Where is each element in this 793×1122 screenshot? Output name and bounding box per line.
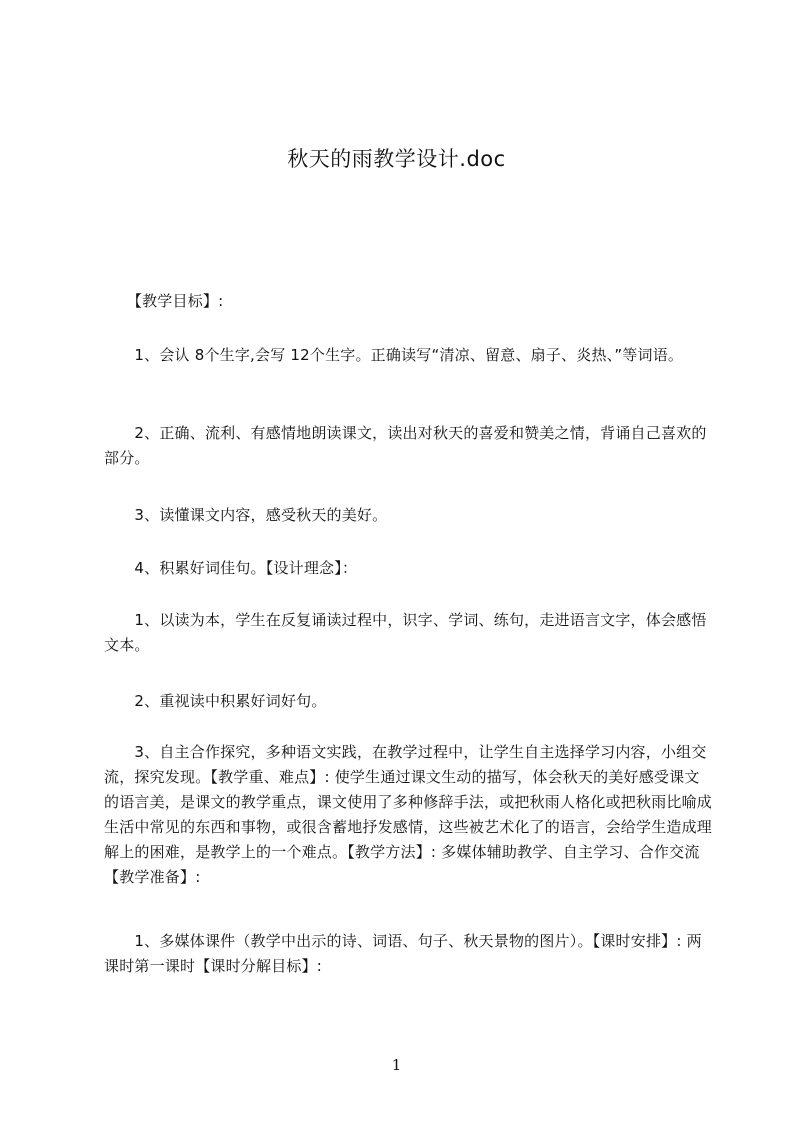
paragraph-goal-1: 1、会认 8个生字,会写 12个生字。正确读写“清凉、留意、扇子、炎热、”等词语。 [104, 346, 684, 364]
paragraph-concept-1: 1、以读为本，学生在反复诵读过程中，识字、学词、练句，走进语言文字，体会感悟文本。 [104, 611, 707, 654]
paragraph-goal-3: 3、读懂课文内容，感受秋天的美好。 [104, 506, 388, 524]
page-number: 1 [391, 1056, 402, 1074]
paragraph-teaching-goals-heading: 【教学目标】: [104, 292, 224, 310]
paragraph-goal-2: 2、正确、流利、有感情地朗读课文，读出对秋天的喜爱和赞美之情，背诵自己喜欢的部分。 [104, 424, 707, 467]
paragraph-concept-2: 2、重视读中积累好词好句。 [104, 692, 327, 710]
paragraph-concept-3: 3、自主合作探究，多种语文实践，在教学过程中，让学生自主选择学习内容，小组交流，探究发现。【教学重、难点】: 使学生通过课文生动的描写，体会秋天的美好感受课文的语言美，是课文的教学重点，课文使用了多种修辞手法，或把秋雨人格化或把秋雨比喻成生活中常见的东西和事物，或很含蓄地抒发感情，这些被艺术化了的语言，会给学生造成理解上的困难，是教学上的一个难点。【教学方法】: 多媒体辅助教学、自主学习、合作交流【教学准备】: [104, 743, 713, 886]
paragraph-goal-4: 4、积累好词佳句。【设计理念】： [104, 559, 358, 577]
paragraph-preparation-1: 1、多媒体课件（教学中出示的诗、词语、句子、秋天景物的图片）。【课时安排】: 两课时第一课时【课时分解目标】: [104, 932, 702, 975]
document-title: 秋天的雨教学设计.doc [287, 147, 506, 171]
